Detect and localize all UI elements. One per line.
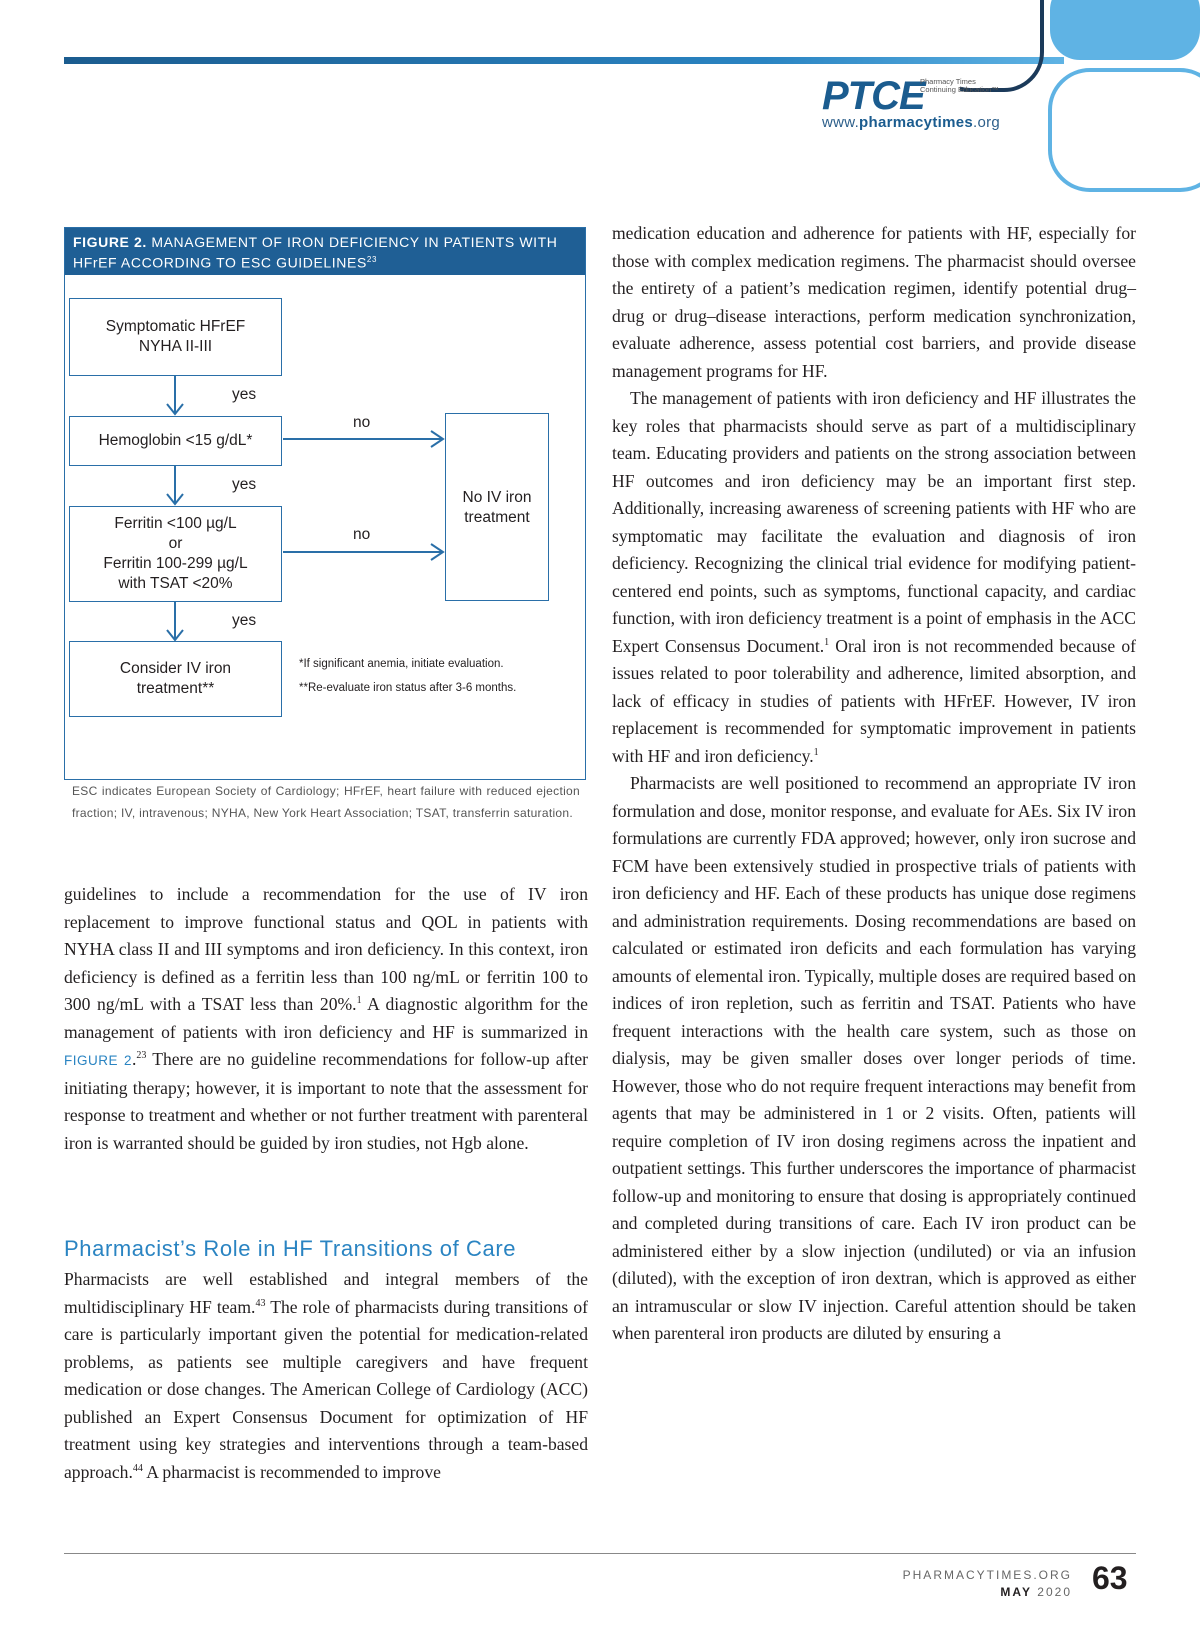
para-text: guidelines to include a recommendation for the use of IV iron replacement to improve functional status and QOL in patients with NYHA class II and III symptoms and iron deficiency. In this context, iron deficiency is defined as a ferritin less than 100 ng/mL or ferritin 100 to 300 ng/mL with a TSAT less than 20%. <box>64 884 588 1014</box>
citation: 23 <box>136 1050 147 1062</box>
node-symptomatic-line2: NYHA II-III <box>138 338 213 355</box>
node-ferritin <box>69 506 282 602</box>
para-text: A diagnostic algorithm for the management of patients with iron deficiency and HF is summarized in <box>64 994 588 1042</box>
node-symptomatic-hfref <box>69 298 282 376</box>
edge-label-yes-2: yes <box>232 476 257 493</box>
node-no-iv-iron <box>445 413 549 601</box>
node-hemoglobin <box>69 416 282 466</box>
node-consider-line1: Consider IV iron <box>119 660 232 677</box>
paragraph-pharmacist-role <box>64 1266 588 1486</box>
para-text: The role of pharmacists during transitions of care is particularly important given the potential for medication-related problems, as patients see multiple caregivers and have frequent medication or dose changes. The American College of Cardiology (ACC) published an Expert Consensus Document for optimization of HF treatment using key strategies and interventions through a team-based approach. <box>64 1296 588 1482</box>
node-ferritin-line3: Ferritin 100-299 µg/L <box>103 555 248 572</box>
para-text: . <box>132 1049 137 1069</box>
footer-year: 2020 <box>1031 1585 1072 1599</box>
paragraph-iv-iron-formulations: Pharmacists are well positioned to recommend an appropriate IV iron formulation and dose, monitor response, and evaluate for AEs. Six IV iron formulations are currently FDA approved; however, only iron sucrose and FCM have been extensively studied in prospective trials of patients with iron deficiency and HF. Each of these products has unique dose regimens and administration requirements. Dosing recommendations are based on calculated or estimated iron deficits and each formulation has varying amounts of elemental iron. Typically, multiple doses are required based on indices of iron repletion, such as ferritin and TSAT. Patients who have frequent interactions with the health care system, such as those on dialysis, may be given smaller doses over longer periods of time. However, those who do not require frequent interactions may benefit from agents that may be administered in 1 or 2 visits. Often, patients will require completion of IV iron dosing regimens across the inpatient and outpatient settings. This further underscores the importance of pharmacist follow-up and monitoring to ensure that dosing is appropriately continued and completed during transitions of care. Each IV iron product can be administered either by a slow injection (undiluted) or via an infusion (diluted), with the exception of iron dextran, which is approved as either an intramuscular or slow IV injection. Careful attention should be taken when parenteral iron products are diluted by ensuring a <box>612 773 1136 1343</box>
node-ferritin-line4: with TSAT <20% <box>118 575 233 592</box>
para-text: Pharmacists are well established and integral members of the multidisciplinary HF team. <box>64 1269 588 1317</box>
para-text: A pharmacist is recommended to improve <box>142 1461 441 1482</box>
citation: 1 <box>813 746 819 758</box>
url-suffix: .org <box>973 114 1001 131</box>
paragraph-medication-education: medication education and adherence for patients with HF, especially for those with complex medication regimens. The pharmacist should oversee the entirety of a patient’s medication regimen, identify potential drug–drug or drug–disease interactions, perform medication synchronization, evaluate adherence, assess potential cost barriers, and provide disease management programs for HF. <box>612 223 1136 381</box>
node-no-iv-line2: treatment <box>464 509 530 526</box>
node-ferritin-line2: or <box>168 535 183 552</box>
node-ferritin-line1: Ferritin <100 µg/L <box>114 515 237 532</box>
citation: 1 <box>824 636 830 648</box>
edge-label-no-2: no <box>353 526 371 543</box>
logo-subtitle: Pharmacy Times Continuing Education™ <box>920 77 999 94</box>
footer-month: MAY <box>1000 1585 1032 1599</box>
left-column-bottom <box>64 1266 588 1486</box>
figure-title-ref: 23 <box>366 255 377 264</box>
citation: 44 <box>132 1462 143 1474</box>
deco-shape-light <box>1050 70 1200 190</box>
url-bold: pharmacytimes <box>859 114 974 131</box>
edge-label-no-1: no <box>353 414 371 431</box>
citation: 1 <box>356 995 362 1007</box>
paragraph-guidelines <box>64 881 588 1157</box>
node-consider-line2: treatment** <box>136 680 215 697</box>
logo-wordmark: PTCE <box>822 74 925 118</box>
right-column <box>612 220 1136 1348</box>
figure-title-text: MANAGEMENT OF IRON DEFICIENCY IN PATIENTS WITH HFrEF ACCORDING TO ESC GUIDELINES <box>73 234 558 271</box>
node-consider-iv-iron <box>69 641 282 717</box>
para-text: There are no guideline recommendations for follow-up after initiating therapy; however, it is important to note that the assessment for response to treatment and whether or not further treatment with parenteral iron is warranted should be guided by iron studies, not Hgb alone. <box>64 1049 588 1153</box>
citation: 43 <box>255 1297 266 1309</box>
node-hemoglobin-text: Hemoglobin <15 g/dL* <box>98 432 253 449</box>
footer-rule <box>64 1553 1136 1554</box>
page-number: 63 <box>1092 1560 1128 1596</box>
figure-2 <box>64 227 586 780</box>
edge-label-yes-1: yes <box>232 386 257 403</box>
figure-note-2: **Re-evaluate iron status after 3-6 months. <box>299 682 517 694</box>
node-symptomatic-line1: Symptomatic HFrEF <box>105 318 246 335</box>
paragraph-iron-management <box>612 385 1136 770</box>
ptce-logo <box>822 74 1032 134</box>
node-no-iv-line1: No IV iron <box>462 489 532 506</box>
footer-site: PHARMACYTIMES.ORG <box>902 1568 1072 1582</box>
left-column-top <box>64 881 588 1157</box>
edge-label-yes-3: yes <box>232 612 257 629</box>
footer-date <box>900 1585 1072 1599</box>
section-heading: Pharmacist’s Role in HF Transitions of Care <box>64 1236 517 1261</box>
deco-shape-blue <box>1050 0 1200 60</box>
para-text: Oral iron is not recommended because of issues related to poor tolerability and adherence, limited absorption, and lack of efficacy in studies of patients with HFrEF. However, IV iron replacement is recommended for symptomatic improvement in patients with HF and iron deficiency. <box>612 635 1136 766</box>
figure-label: FIGURE 2. <box>73 234 147 250</box>
para-text: The management of patients with iron deficiency and HF illustrates the key roles that pharmacists should serve as part of a multidisciplinary team. Educating providers and patients on the strong association between HF outcomes and iron deficiency may be an important first step. Additionally, increasing awareness of screening patients with HF who are symptomatic may facilitate the evaluation and diagnosis of iron deficiency. Recognizing the clinical trial evidence for modifying patient-centered end points, such as symptoms, functional capacity, and cardiac function, with iron deficiency treatment is a point of emphasis in the ACC Expert Consensus Document. <box>612 388 1136 656</box>
header-rule <box>64 57 1064 64</box>
figure-2-link[interactable]: FIGURE 2 <box>64 1053 133 1068</box>
url-prefix: www. <box>822 114 860 131</box>
figure-caption: ESC indicates European Society of Cardiology; HFrEF, heart failure with reduced ejection fraction; IV, intravenous; NYHA, New York Heart Association; TSAT, transferrin saturation. <box>72 784 580 820</box>
figure-note-1: *If significant anemia, initiate evaluation. <box>299 658 504 670</box>
header-url[interactable] <box>822 114 1000 131</box>
